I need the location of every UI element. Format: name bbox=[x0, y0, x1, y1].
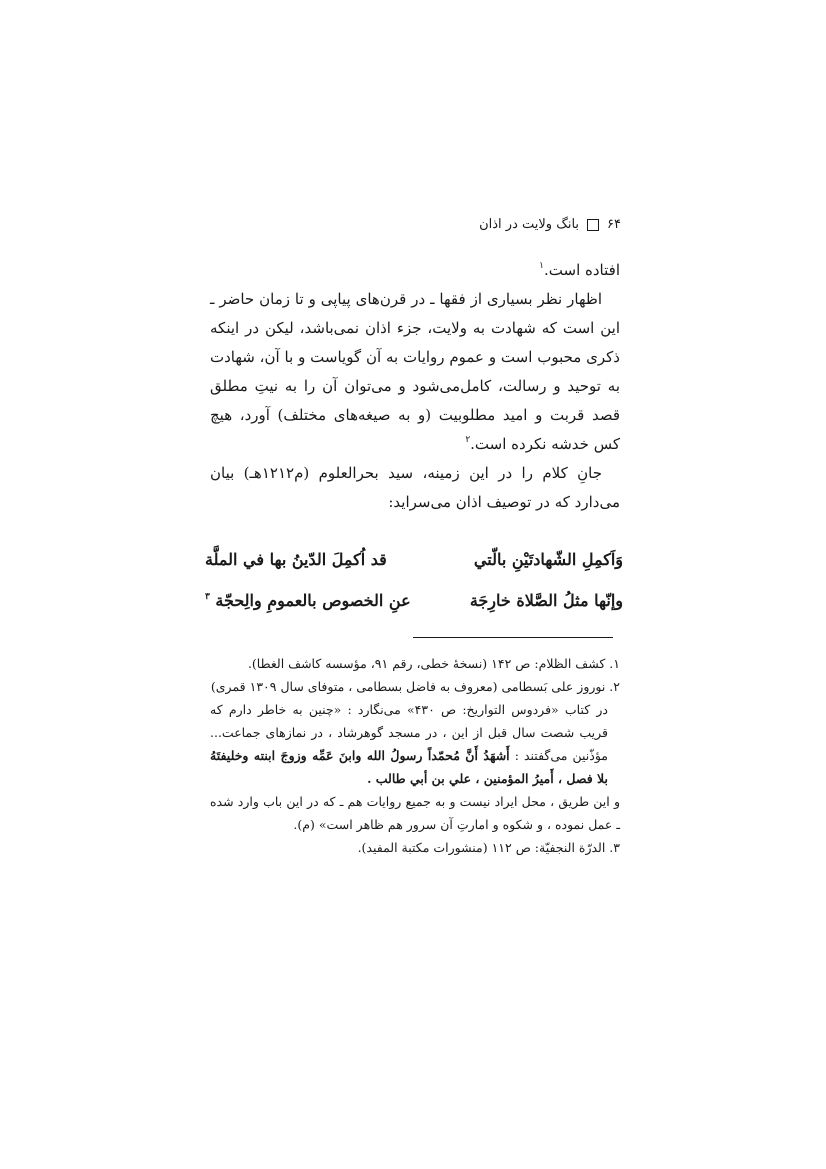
poem-line-2 bbox=[205, 591, 623, 610]
footnotes bbox=[210, 652, 620, 859]
footnote-ref-2: ۲ bbox=[465, 435, 471, 445]
footnote-separator bbox=[413, 637, 613, 638]
paragraph-2 bbox=[210, 285, 620, 459]
footnote-2-line-1: ۲. نوروز علی بَسطامی (معروف به فاضل بسطامی ، متوفای سال ۱۳۰۹ قمری) bbox=[210, 679, 620, 694]
footnote-2-line-2: در کتاب «فردوس التواریخ: ص ۴۳۰» می‌نگارد : «چنین به خاطر دارم که قریب شصت سال قبل از این ، در مسجد گوهرشاد ، در نمازهای جماعت... مؤذّنین می‌گفتند : bbox=[210, 702, 609, 763]
running-header bbox=[479, 217, 621, 232]
poem-line-2-hemistich-2: عنِ الخصوص بالعمومِ والِحجّة bbox=[215, 591, 411, 610]
poem-line-1-hemistich-1: وَاَكمِلِ الشّهادتَيْنِ بالّتي bbox=[473, 550, 623, 569]
paragraph-1-text: افتاده است. bbox=[544, 261, 620, 279]
running-title: بانگ ولایت در اذان bbox=[479, 217, 580, 232]
footnote-ref-3: ۳ bbox=[205, 592, 210, 602]
footnote-1: ۱. کشف الظلام: ص ۱۴۲ (نسخهٔ خطی، رقم ۹۱، مؤسسه کاشف الغطا). bbox=[247, 656, 620, 671]
poem-line-2-hemistich-1: وإنّها مثلُ الصَّلاة خارِجَة bbox=[469, 591, 623, 610]
footnote-2-line-3: و این طریق ، محل ایراد نیست و به جمیع روایات هم ـ که در این باب وارد شده ـ عمل نموده ، و شکوه و امارتِ آن سرور هم ظاهر است» (م). bbox=[210, 794, 620, 832]
poem-line-2-hemistich-2-wrap bbox=[205, 591, 411, 610]
paragraph-3: جانِ کلام را در این زمینه، سید بحرالعلوم (م۱۲۱۲هـ) بیان می‌دارد که در توصیف اذان می‌سراید: bbox=[210, 464, 620, 511]
square-bullet-icon bbox=[587, 219, 599, 231]
paragraph-2-text: اظهار نظر بسیاری از فقها ـ در قرن‌های پیاپی و تا زمان حاضر ـ این است که شهادت به ولایت، جزء اذان نمی‌باشد، لیکن در اینکه ذکری محبوب است و عموم روایات به آن گویاست و با آن، شهادت به توحید و رسالت، کامل‌می‌شود و می‌توان آن را به نیتِ مطلق قصد قربت و امید مطلوبیت (و به صیغه‌های مختلف) آورد، هیچ کس خدشه نکرده است. bbox=[210, 290, 620, 453]
footnote-2-body bbox=[210, 698, 620, 790]
poem-line-1 bbox=[205, 550, 623, 569]
footnote-ref-1: ۱ bbox=[539, 261, 545, 271]
poem-line-1-hemistich-2: قد اُكمِلَ الدّينُ بها في الملَّة bbox=[205, 550, 387, 569]
page-number: ۶۴ bbox=[607, 217, 621, 232]
footnote-2-quote: أَشهَدُ أَنَّ مُحمّداً رسولُ الله وابنَ عَمِّه وزوجَ ابنته وخليفتَهُ بلا فصل ، أَميرُ المؤمنين ، علي بن أبي طالب . bbox=[210, 748, 608, 786]
main-text bbox=[210, 256, 620, 517]
paragraph-1 bbox=[210, 256, 620, 285]
footnote-3: ۳. الدرّة النجفيّة: ص ۱۱۲ (منشورات مكتبة المفيد). bbox=[357, 840, 620, 855]
